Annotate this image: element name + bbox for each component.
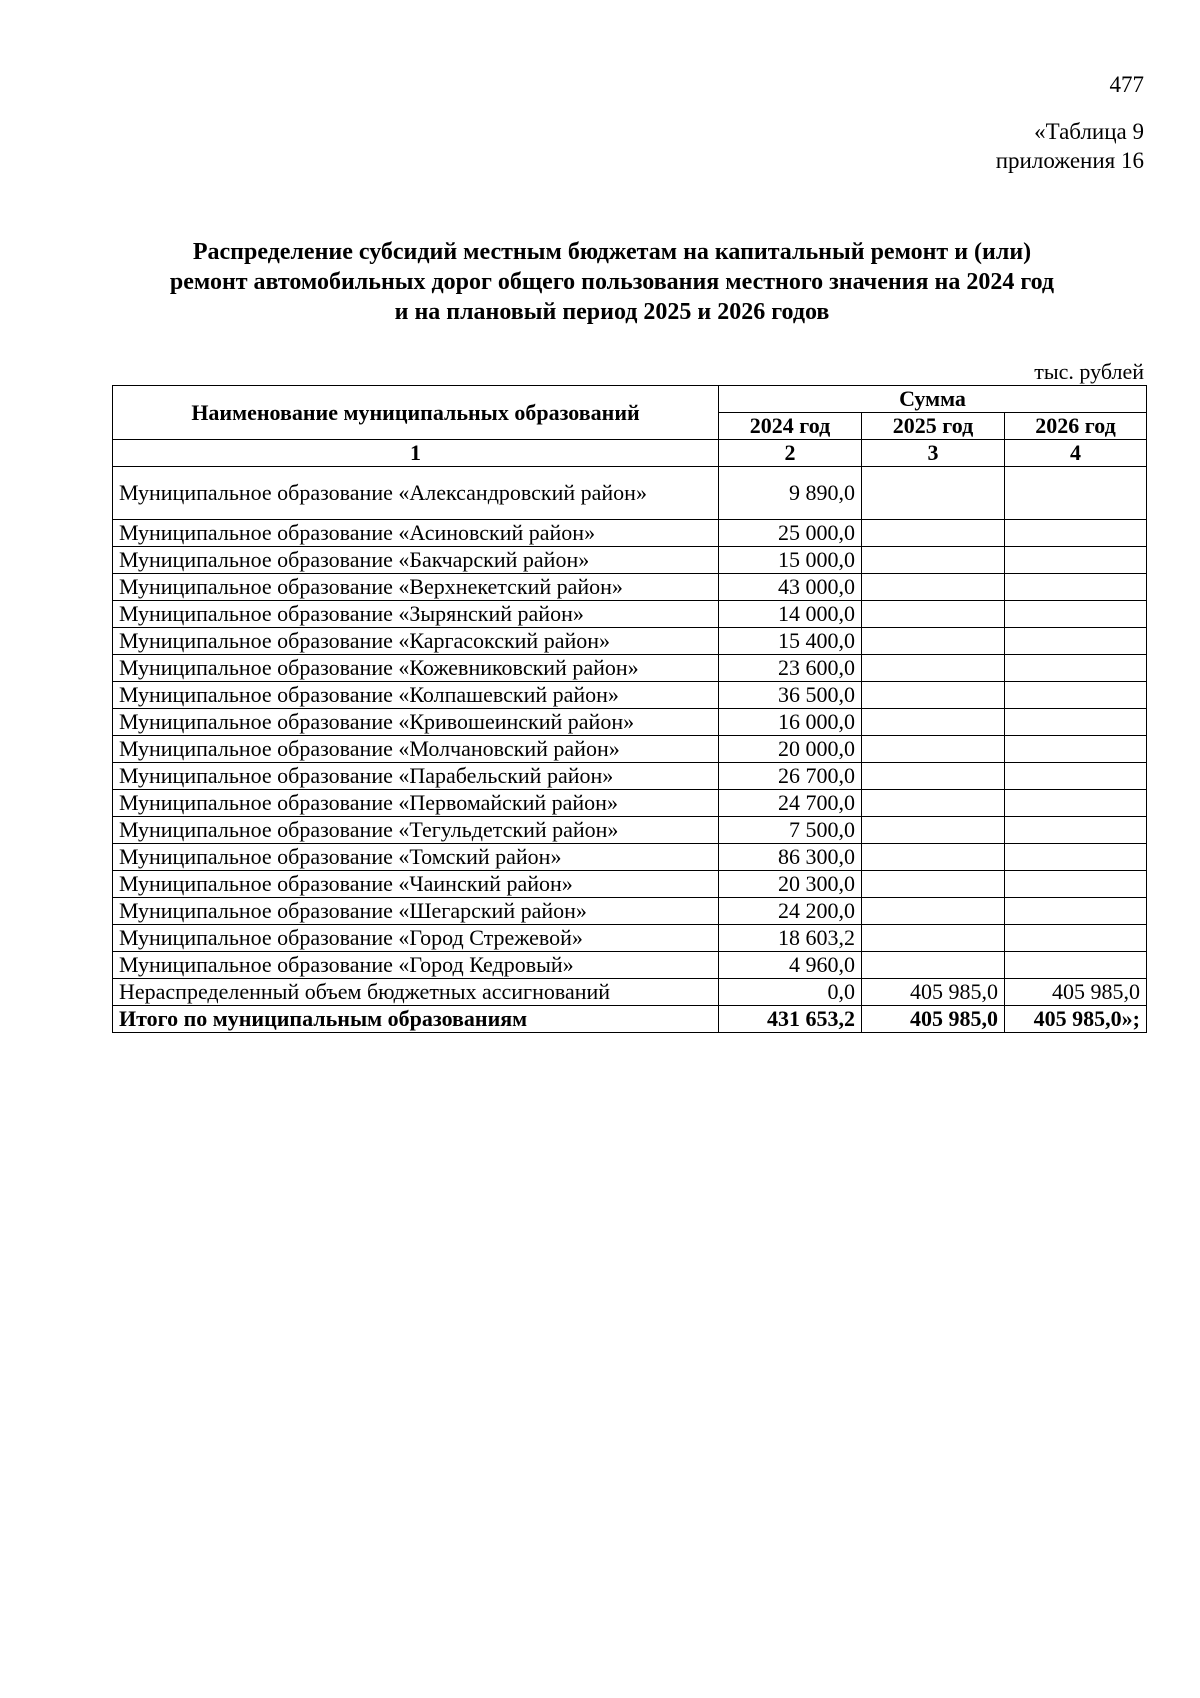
- municipality-name: Муниципальное образование «Молчановский район»: [113, 736, 719, 763]
- value-2025: [862, 898, 1005, 925]
- header-year-2024: 2024 год: [719, 413, 862, 440]
- municipality-name: Муниципальное образование «Город Кедровый»: [113, 952, 719, 979]
- value-2025: [862, 736, 1005, 763]
- table-row: [113, 817, 1147, 844]
- value-2024: 7 500,0: [719, 817, 862, 844]
- value-2024: 15 400,0: [719, 628, 862, 655]
- value-2026: [1005, 736, 1147, 763]
- table-reference-line2: приложения 16: [995, 148, 1144, 173]
- value-2026: [1005, 925, 1147, 952]
- value-2025: [862, 790, 1005, 817]
- value-2026: 405 985,0: [1005, 979, 1147, 1006]
- table-row: [113, 844, 1147, 871]
- municipality-name: Муниципальное образование «Кривошеинский район»: [113, 709, 719, 736]
- municipality-name: Муниципальное образование «Каргасокский район»: [113, 628, 719, 655]
- table-reference: [996, 117, 1144, 175]
- table-row: [113, 763, 1147, 790]
- table-row: [113, 547, 1147, 574]
- total-row: [113, 1006, 1147, 1033]
- value-2025: [862, 925, 1005, 952]
- value-2024: 25 000,0: [719, 520, 862, 547]
- value-2024: 14 000,0: [719, 601, 862, 628]
- municipality-name: Муниципальное образование «Шегарский район»: [113, 898, 719, 925]
- column-number: 2: [719, 440, 862, 467]
- table-row: [113, 520, 1147, 547]
- value-2026: [1005, 898, 1147, 925]
- value-2024: 23 600,0: [719, 655, 862, 682]
- value-2026: [1005, 628, 1147, 655]
- value-2024: 24 700,0: [719, 790, 862, 817]
- value-2025: [862, 574, 1005, 601]
- value-2025: [862, 628, 1005, 655]
- header-municipality-name: Наименование муниципальных образований: [113, 386, 719, 440]
- value-2026: [1005, 574, 1147, 601]
- value-2024: 15 000,0: [719, 547, 862, 574]
- municipality-name: Муниципальное образование «Томский район»: [113, 844, 719, 871]
- table-row: [113, 628, 1147, 655]
- value-2026: [1005, 601, 1147, 628]
- title-line2: ремонт автомобильных дорог общего пользования местного значения на 2024 год: [169, 269, 1055, 295]
- title-line3: и на плановый период 2025 и 2026 годов: [394, 299, 830, 325]
- table-row: [113, 871, 1147, 898]
- value-2024: 20 000,0: [719, 736, 862, 763]
- page-number: 477: [1109, 72, 1144, 97]
- value-2024: 36 500,0: [719, 682, 862, 709]
- table-reference-line1: «Таблица 9: [1034, 119, 1144, 144]
- table-row: [113, 655, 1147, 682]
- municipality-name: Муниципальное образование «Александровский район»: [113, 467, 719, 520]
- value-2025: [862, 655, 1005, 682]
- unallocated-label: Нераспределенный объем бюджетных ассигнований: [113, 979, 719, 1006]
- table-row: [113, 736, 1147, 763]
- value-2025: [862, 709, 1005, 736]
- value-2025: [862, 467, 1005, 520]
- header-year-2026: 2026 год: [1005, 413, 1147, 440]
- total-2025: 405 985,0: [862, 1006, 1005, 1033]
- total-label: Итого по муниципальным образованиям: [113, 1006, 719, 1033]
- municipality-name: Муниципальное образование «Тегульдетский район»: [113, 817, 719, 844]
- value-2026: [1005, 763, 1147, 790]
- table-row: [113, 925, 1147, 952]
- value-2026: [1005, 952, 1147, 979]
- value-2025: [862, 520, 1005, 547]
- value-2024: 20 300,0: [719, 871, 862, 898]
- table-row: [113, 790, 1147, 817]
- municipality-name: Муниципальное образование «Колпашевский район»: [113, 682, 719, 709]
- total-2026: 405 985,0»;: [1005, 1006, 1147, 1033]
- value-2025: [862, 601, 1005, 628]
- column-number: 3: [862, 440, 1005, 467]
- value-2026: [1005, 844, 1147, 871]
- value-2026: [1005, 682, 1147, 709]
- value-2024: 16 000,0: [719, 709, 862, 736]
- municipality-name: Муниципальное образование «Город Стрежевой»: [113, 925, 719, 952]
- table-row: [113, 574, 1147, 601]
- total-2024: 431 653,2: [719, 1006, 862, 1033]
- municipality-name: Муниципальное образование «Чаинский район»: [113, 871, 719, 898]
- value-2024: 18 603,2: [719, 925, 862, 952]
- value-2026: [1005, 709, 1147, 736]
- value-2026: [1005, 817, 1147, 844]
- table-row: [113, 601, 1147, 628]
- value-2026: [1005, 871, 1147, 898]
- value-2025: 405 985,0: [862, 979, 1005, 1006]
- column-number-row: [113, 440, 1147, 467]
- document-title: [112, 237, 1112, 327]
- value-2024: 9 890,0: [719, 467, 862, 520]
- value-2025: [862, 547, 1005, 574]
- table-row: [113, 898, 1147, 925]
- column-number: 4: [1005, 440, 1147, 467]
- value-2025: [862, 817, 1005, 844]
- municipality-name: Муниципальное образование «Парабельский район»: [113, 763, 719, 790]
- value-2025: [862, 763, 1005, 790]
- value-2024: 86 300,0: [719, 844, 862, 871]
- value-2026: [1005, 790, 1147, 817]
- table-row: [113, 952, 1147, 979]
- title-line1: Распределение субсидий местным бюджетам на капитальный ремонт и (или): [192, 239, 1032, 265]
- table-row: [113, 467, 1147, 520]
- value-2025: [862, 844, 1005, 871]
- header-year-2025: 2025 год: [862, 413, 1005, 440]
- value-2025: [862, 952, 1005, 979]
- table-row: [113, 709, 1147, 736]
- value-2024: 43 000,0: [719, 574, 862, 601]
- value-2026: [1005, 520, 1147, 547]
- value-2026: [1005, 655, 1147, 682]
- municipality-name: Муниципальное образование «Верхнекетский район»: [113, 574, 719, 601]
- units-label: тыс. рублей: [1034, 359, 1144, 384]
- subsidy-table: [112, 385, 1147, 1033]
- value-2026: [1005, 547, 1147, 574]
- value-2026: [1005, 467, 1147, 520]
- table-row: [113, 682, 1147, 709]
- value-2024: 4 960,0: [719, 952, 862, 979]
- municipality-name: Муниципальное образование «Асиновский район»: [113, 520, 719, 547]
- municipality-name: Муниципальное образование «Кожевниковский район»: [113, 655, 719, 682]
- value-2025: [862, 871, 1005, 898]
- table-body: [113, 467, 1147, 1033]
- municipality-name: Муниципальное образование «Бакчарский район»: [113, 547, 719, 574]
- value-2024: 26 700,0: [719, 763, 862, 790]
- municipality-name: Муниципальное образование «Зырянский район»: [113, 601, 719, 628]
- header-sum: Сумма: [719, 386, 1147, 413]
- table-row: [113, 979, 1147, 1006]
- value-2024: 24 200,0: [719, 898, 862, 925]
- value-2024: 0,0: [719, 979, 862, 1006]
- column-number: 1: [113, 440, 719, 467]
- value-2025: [862, 682, 1005, 709]
- municipality-name: Муниципальное образование «Первомайский район»: [113, 790, 719, 817]
